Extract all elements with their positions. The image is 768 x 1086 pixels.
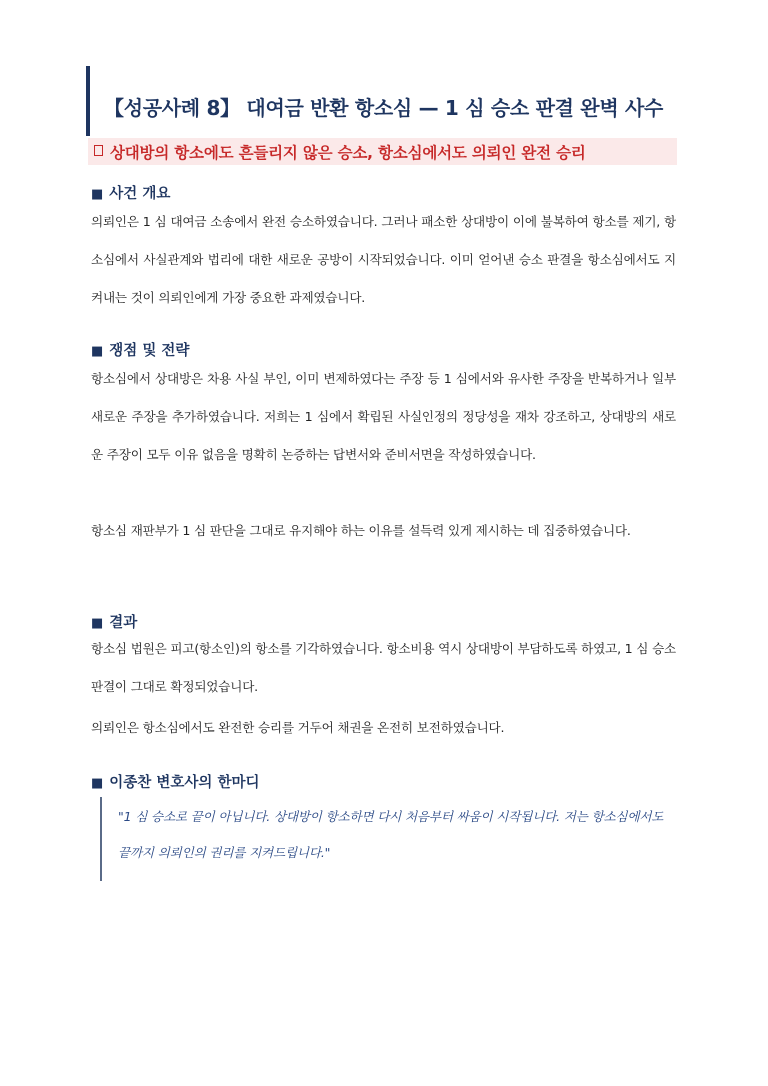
paragraph: 항소심 법원은 피고(항소인)의 항소를 기각하였습니다. 항소비용 역시 상대방이 부담하도록 하였고, 1 심 승소 판결이 그대로 확정되었습니다. [91,641,677,694]
paragraph: 의뢰인은 1 심 대여금 소송에서 완전 승소하였습니다. 그러나 패소한 상대방이 이에 불복하여 항소를 제기, 항소심에서 사실관계와 법리에 대한 새로운 공방이 시작되었습니다. 이미 얻어낸 승소 판결을 항소심에서도 지켜내는 것이 의뢰인에게 가장 중요한 과제였습니다. [91,214,676,305]
section-heading-comment: ■ 이종찬 변호사의 한마디 [91,775,260,791]
paragraph: 항소심에서 상대방은 차용 사실 부인, 이미 변제하였다는 주장 등 1 심에서와 유사한 주장을 반복하거나 일부 새로운 주장을 추가하였습니다. 저희는 1 심에서 확립된 사실인정의 정당성을 재차 강조하고, 상대방의 새로운 주장이 모두 이유 없음을 명확히 논증하는 답변서와 준비서면을 작성하였습니다. [91,371,676,462]
title-block [86,66,680,136]
section-heading-result: ■ 결과 [91,615,138,631]
square-bullet-icon: ■ [91,187,104,202]
lawyer-quote: "1 심 승소로 끝이 아닙니다. 상대방이 항소하면 다시 처음부터 싸움이 시작됩니다. 저는 항소심에서도 끝까지 의뢰인의 권리를 지켜드립니다." [118,809,664,860]
subtitle: 상대방의 항소에도 흔들리지 않은 승소, 항소심에서도 의뢰인 완전 승리 [110,144,586,162]
paragraph: 항소심 재판부가 1 심 판단을 그대로 유지해야 하는 이유를 설득력 있게 제시하는 데 집중하였습니다. [91,523,631,538]
subtitle-banner [88,138,677,165]
box-icon [94,145,103,156]
square-bullet-icon: ■ [91,616,104,631]
square-bullet-icon: ■ [91,344,104,359]
section-heading-overview: ■ 사건 개요 [91,186,171,202]
square-bullet-icon: ■ [91,776,104,791]
quote-block [100,797,678,881]
section-heading-strategy: ■ 쟁점 및 전략 [91,343,190,359]
page-title: 【성공사례 8】 대여금 반환 항소심 — 1 심 승소 판결 완벽 사수 [104,96,664,120]
paragraph: 의뢰인은 항소심에서도 완전한 승리를 거두어 채권을 온전히 보전하였습니다. [91,720,505,735]
